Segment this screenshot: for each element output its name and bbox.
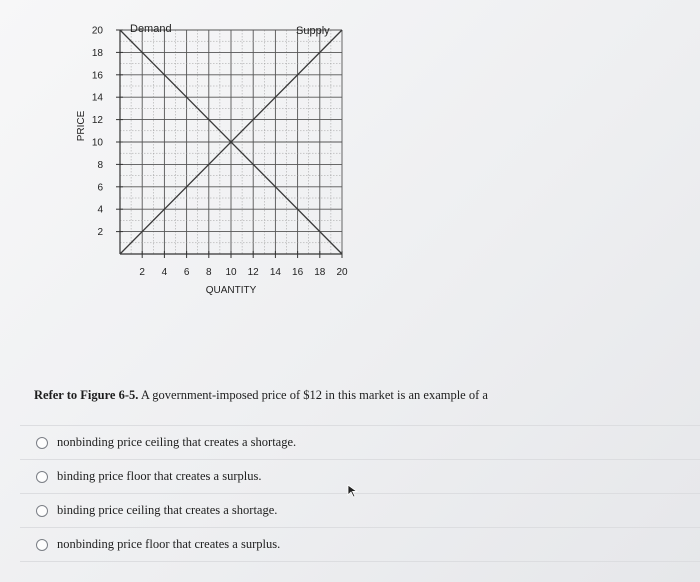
option-4[interactable]: [20, 527, 700, 562]
question-body: A government-imposed price of $12 in this market is an example of a: [140, 388, 488, 402]
x-axis-title: QUANTITY: [205, 285, 257, 296]
y-tick-label: 16: [91, 70, 103, 82]
question-ref: Refer to Figure 6-5.: [34, 388, 139, 402]
x-tick-label: 20: [336, 267, 348, 278]
y-tick-label: 6: [97, 182, 103, 194]
mouse-cursor-icon: [347, 484, 359, 498]
x-tick-label: 18: [314, 267, 326, 278]
x-tick-label: 8: [206, 267, 212, 278]
radio-option-2[interactable]: [36, 471, 48, 483]
y-tick-label: 14: [91, 92, 103, 104]
y-tick-label: 10: [91, 137, 103, 149]
y-axis-title: PRICE: [76, 110, 87, 142]
x-tick-label: 14: [269, 267, 281, 278]
x-tick-label: 2: [139, 267, 145, 278]
radio-option-1[interactable]: [36, 437, 48, 449]
x-tick-label: 6: [183, 267, 190, 278]
option-1-label: nonbinding price ceiling that creates a shortage.: [57, 435, 297, 449]
radio-option-3[interactable]: [36, 505, 48, 517]
y-tick-label: 4: [97, 204, 103, 216]
x-tick-label: 16: [292, 267, 304, 278]
y-tick-label: 18: [91, 47, 103, 59]
x-tick-label: 4: [161, 267, 168, 278]
option-2-label: binding price floor that creates a surplus.: [57, 469, 262, 483]
option-2[interactable]: [20, 459, 700, 493]
demand-label: Demand: [130, 23, 172, 35]
y-tick-label: 8: [97, 159, 103, 171]
x-tick-label: 10: [225, 267, 237, 278]
radio-option-4[interactable]: [36, 539, 48, 551]
option-1[interactable]: [20, 425, 700, 459]
x-tick-label: 12: [247, 267, 259, 278]
supply-label: Supply: [296, 25, 330, 37]
y-tick-label: 20: [91, 25, 103, 37]
option-3[interactable]: [20, 493, 700, 527]
question-text: [34, 388, 488, 403]
y-tick-label: 2: [97, 227, 103, 239]
option-3-label: binding price ceiling that creates a shortage.: [57, 503, 278, 517]
y-tick-label: 12: [91, 115, 103, 127]
option-4-label: nonbinding price floor that creates a surplus.: [57, 537, 281, 551]
answer-options: [20, 425, 700, 562]
